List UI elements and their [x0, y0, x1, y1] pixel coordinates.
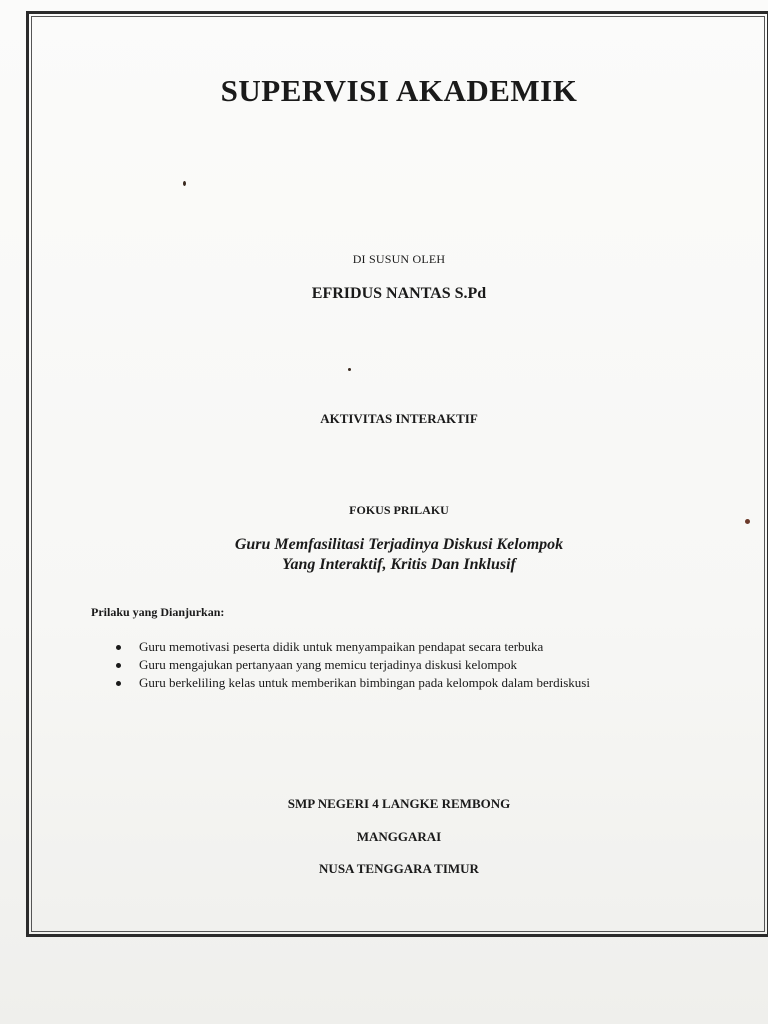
- list-item: [114, 656, 590, 674]
- scan-speck: [348, 368, 351, 371]
- regency-name: MANGGARAI: [356, 829, 442, 844]
- behavior-text: Guru mengajukan pertanyaan yang memicu terjadinya diskusi kelompok: [139, 657, 517, 672]
- bullet-icon: [116, 645, 121, 650]
- list-item: [114, 674, 590, 692]
- focus-line: Yang Interaktif, Kritis Dan Inklusif: [282, 556, 516, 573]
- scan-speck: [745, 519, 750, 524]
- scan-speck: [183, 181, 186, 186]
- province-name: NUSA TENGGARA TIMUR: [319, 861, 479, 876]
- recommended-behaviors-list: [114, 638, 590, 692]
- focus-statement: [34, 535, 764, 575]
- bullet-icon: [116, 681, 121, 686]
- bullet-icon: [116, 663, 121, 668]
- focus-label: FOKUS PRILAKU: [349, 503, 449, 517]
- behavior-text: Guru memotivasi peserta didik untuk menyampaikan pendapat secara terbuka: [139, 639, 544, 654]
- author-name: EFRIDUS NANTAS S.Pd: [311, 285, 487, 302]
- list-item: [114, 638, 590, 656]
- recommended-heading: Prilaku yang Dianjurkan:: [91, 605, 225, 619]
- focus-line: Guru Memfasilitasi Terjadinya Diskusi Kelompok: [234, 536, 564, 553]
- school-name: SMP NEGERI 4 LANGKE REMBONG: [287, 796, 511, 811]
- behavior-text: Guru berkeliling kelas untuk memberikan bimbingan pada kelompok dalam berdiskusi: [139, 675, 590, 690]
- page-border-inner: [31, 16, 765, 932]
- activity-heading: AKTIVITAS INTERAKTIF: [320, 411, 478, 426]
- document-title: SUPERVISI AKADEMIK: [220, 73, 578, 108]
- byline: DI SUSUN OLEH: [352, 252, 446, 266]
